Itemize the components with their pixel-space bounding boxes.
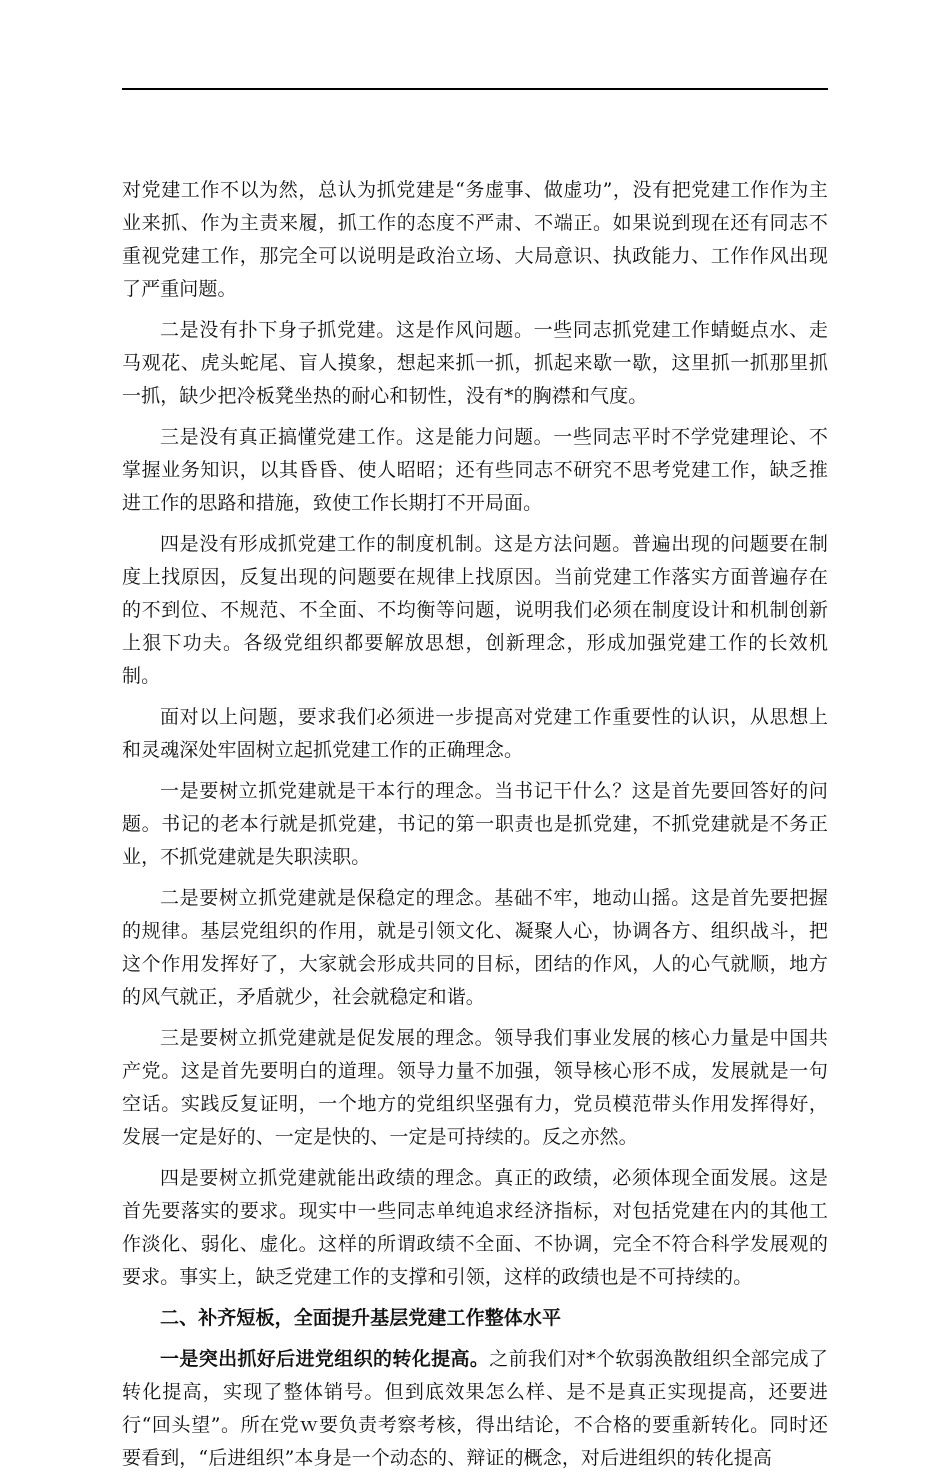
- paragraph-point-4: 四是没有形成抓党建工作的制度机制。这是方法问题。普遍出现的问题要在制度上找原因，反复出现的问题要在规律上找原因。当前党建工作落实方面普遍存在的不到位、不规范、不全面、不均衡等问题，说明我们必须在制度设计和机制创新上狠下功夫。各级党组织都要解放思想，创新理念，形成加强党建工作的长效机制。: [122, 533, 828, 687]
- paragraph-continuation: 对党建工作不以为然，总认为抓党建是“务虚事、做虚功”，没有把党建工作作为主业来抓、作为主责来履，抓工作的态度不严肃、不端正。如果说到现在还有同志不重视党建工作，那完全可以说明是政治立场、大局意识、执政能力、工作作风出现了严重问题。: [122, 179, 828, 300]
- paragraph-measure-1: [122, 1343, 828, 1475]
- paragraph-point-3: 三是没有真正搞懂党建工作。这是能力问题。一些同志平时不学党建理论、不掌握业务知识，以其昏昏、使人昭昭；还有些同志不研究不思考党建工作，缺乏推进工作的思路和措施，致使工作长期打不开局面。: [122, 426, 828, 514]
- paragraph-concept-4: 四是要树立抓党建就能出政绩的理念。真正的政绩，必须体现全面发展。这是首先要落实的要求。现实中一些同志单纯追求经济指标，对包括党建在内的其他工作淡化、弱化、虚化。这样的所谓政绩不全面、不协调，完全不符合科学发展观的要求。事实上，缺乏党建工作的支撑和引领，这样的政绩也是不可持续的。: [122, 1167, 828, 1288]
- section-heading: 二、补齐短板，全面提升基层党建工作整体水平: [160, 1307, 562, 1329]
- paragraph-body: 之前我们对*个软弱涣散组织全部完成了转化提高，实现了整体销号。但到底效果怎么样、是不是真正实现提高，还要进行“回头望”。所在党ｗ要负责考察考核，得出结论，不合格的要重新转化。同时还要看到，“后进组织”本身是一个动态的、辩证的概念，对后进组织的转化提高: [122, 1348, 828, 1469]
- paragraph-summary: 面对以上问题，要求我们必须进一步提高对党建工作重要性的认识，从思想上和灵魂深处牢固树立起抓党建工作的正确理念。: [122, 706, 828, 761]
- paragraph-lead: 一是突出抓好后进党组织的转化提高。: [160, 1348, 490, 1370]
- paragraph-concept-2: 二是要树立抓党建就是保稳定的理念。基础不牢，地动山摇。这是首先要把握的规律。基层党组织的作用，就是引领文化、凝聚人心，协调各方、组织战斗，把这个作用发挥好了，大家就会形成共同的目标，团结的作风，人的心气就顺，地方的风气就正，矛盾就少，社会就稳定和谐。: [122, 887, 828, 1008]
- paragraph-point-2: 二是没有扑下身子抓党建。这是作风问题。一些同志抓党建工作蜻蜓点水、走马观花、虎头蛇尾、盲人摸象，想起来抓一抓，抓起来歇一歇，这里抓一抓那里抓一抓，缺少把冷板凳坐热的耐心和韧性，没有*的胸襟和气度。: [122, 319, 828, 407]
- header-rule: [122, 88, 828, 90]
- paragraph-concept-3: 三是要树立抓党建就是促发展的理念。领导我们事业发展的核心力量是中国共产党。这是首先要明白的道理。领导力量不加强，领导核心形不成，发展就是一句空话。实践反复证明，一个地方的党组织坚强有力，党员模范带头作用发挥得好，发展一定是好的、一定是快的、一定是可持续的。反之亦然。: [122, 1027, 828, 1148]
- document-body: [122, 174, 828, 1483]
- paragraph-concept-1: 一是要树立抓党建就是干本行的理念。当书记干什么？这是首先要回答好的问题。书记的老本行就是抓党建，书记的第一职责也是抓党建，不抓党建就是不务正业，不抓党建就是失职渎职。: [122, 780, 828, 868]
